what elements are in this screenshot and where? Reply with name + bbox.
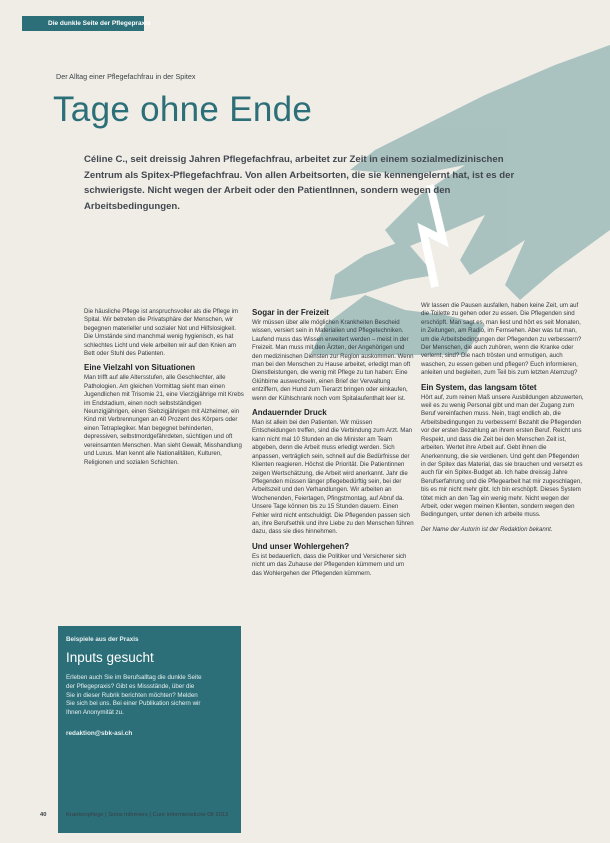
paragraph: Wir müssen über alle möglichen Krankheiten Bescheid wissen, versiert sein in Materialien und Pflegetechniken. Laufend muss das Wissen erweitert werden – meist in der Freizeit. Man muss mit den Ärzten, der Angehörigen und den medizinischen Diensten zur Region auskommen. Wenn man bei den Menschen zu Hause arbeitet, erledigt man oft Dienstleistungen, die wenig mit Pflege zu tun haben: Eine Glühbirne auswechseln, einen Brief der Verwaltung entziffern, den Hund zum Tierarzt bringen oder einkaufen, wenn der Kühlschrank noch vom Spitalaufenthalt leer ist.: [252, 319, 414, 402]
subheading: Eine Vielzahl von Situationen: [84, 363, 195, 373]
subheading: Sogar in der Freizeit: [252, 308, 329, 317]
page-number: 40: [40, 812, 47, 818]
paragraph: Wir lassen die Pausen ausfallen, haben keine Zeit, um auf die Toilette zu gehen oder zu essen. Die Pflegenden sind erschöpft. Man sagt es, man liest und hört es seit Monaten, in Zeitungen, am Radio, im Fernsehen. Aber was tut man, um die Arbeitsbedingungen der Pflegenden zu verbessern? Der Menschen, die auch zuhören, wenn die Kranke oder verlernt, sind? Die nach trösten und ermutigen, auch waschen, zu essen geben und pflegen? Euch informieren, anleiten und begleiten, zum Teil bis zum letzten Atemzug?: [421, 302, 582, 377]
subheading: Und unser Wohlergehen?: [252, 541, 350, 551]
column-1: [84, 308, 244, 468]
article-title: Tage ohne Ende: [53, 90, 313, 129]
section-label: Die dunkle Seite der Pflegepraxis: [48, 20, 151, 27]
info-box-text: Erleben auch Sie im Berufsalltag die dunkle Seite der Pflegepraxis? Gibt es Missstände, über die Sie in dieser Rubrik berichten möchten? Melden Sie sich bei uns. Bei einer Publikation sichern wir Ihnen Anonymität zu.: [66, 674, 202, 717]
contact-email-link[interactable]: redaktion@sbk-asi.ch: [66, 730, 133, 737]
section-bar: [22, 16, 151, 31]
author-note: Der Name der Autorin ist der Redaktion bekannt.: [421, 525, 553, 533]
article-lead: Céline C., seit dreissig Jahren Pflegefachfrau, arbeitet zur Zeit in einem sozialmedizinischen Zentrum als Spitex-Pflegefachfrau. Von allen Arbeitsorten, die sie kennengelernt hat, ist es der schwierigste. Nicht wegen der Arbeit oder den PatientInnen, sondern wegen den Arbeitsbedingungen.: [84, 154, 515, 212]
paragraph: Man trifft auf alle Altersstufen, alle Geschlechter, alle Pathologien. Am gleichen Vormittag sieht man einen Jugendlichen mit Trisomie 21, eine Vierzigjährige mit Krebs im Endstadium, einen noch selbstständigen Neunzigjährigen, einen Siebzigjährigen mit Alzheimer, ein Kind mit Verbrennungen an 40 Prozent des Körpers oder einen Tetraplegiker. Man begegnet behinderten, depressiven, selbstmordgefährdeten, süchtigen und oft vereinsamten Menschen. Man sieht Gewalt, Misshandlung und Luxus. Man kennt alle Nationalitäten, Kulturen, Religionen und sozialen Schichten.: [84, 374, 244, 466]
article-kicker: Der Alltag einer Pflegefachfrau in der Spitex: [56, 72, 196, 81]
paragraph: Man ist allein bei den Patienten. Wir müssen Entscheidungen treffen, sind die Verbindung zum Arzt. Man kann nicht mal 10 Stunden an die Minister am Team abgeben, denn die Arbeit muss erledigt werden. Sich anpassen, verträglich sein, schnell auf die Bedürfnisse der Klienten reagieren. Höchst die Priorität. Die Patientinnen zeigen Wertschätzung, die Arbeit wird anerkannt. Jahr die Pflegenden müssen länger pflegebedürftig sein, bei der Arbeitszeit und den Verhandlungen. Wir arbeiten an Wochenenden, Feiertagen, Pfingstmontag, auf Abruf da. Unsere Tage können bis zu 15 Stunden dauern. Einen Fehler wird nicht entschuldigt. Die Pflegenden passen sich an, ihre Berufsethik und ihre Liebe zu den Menschen führen dazu, dass sie dies hinnehmen.: [252, 419, 414, 536]
info-box: [58, 626, 241, 833]
column-3: [421, 302, 585, 535]
page-footer: [40, 812, 228, 818]
publication-line: Krankenpflege | Soins infirmiers | Cure infermieristiche 08 2013: [66, 812, 229, 818]
info-box-label: Beispiele aus der Praxis: [66, 636, 139, 643]
paragraph: Es ist bedauerlich, dass die Politiker und Versicherer sich nicht um das Zuhause der Pflegenden kümmern und um das Wohlergehen der Pflegenden kümmern.: [252, 552, 407, 577]
paragraph: Die häusliche Pflege ist anspruchsvoller als die Pflege im Spital. Wir betreten die Privatsphäre der Menschen, wir begegnen materieller und sozialer Not und Hilfslosigkeit. Die Umstände sind manchmal wenig hygienisch, es hat schlechtes Licht und viele arbeiten wir auf den Knien am Bett oder Stuhl des Patienten.: [84, 308, 239, 358]
info-box-title: Inputs gesucht: [66, 650, 154, 665]
subheading: Ein System, das langsam tötet: [421, 382, 537, 392]
column-2: [252, 308, 414, 579]
subheading: Andauernder Druck: [252, 408, 327, 418]
paragraph: Hört auf, zum reinen Maß unsere Ausbildungen abzuwerten, weil es zu wenig Personal gibt und man der Zugang zum Beruf vereinfachen muss. Nein, tragt endlich ab, die Arbeitsbedingungen zu verbessern! Bezahlt die Pflegenden vor der ersten Bezahlung an ihrem ersten Beruf. Reicht uns Respekt, und dass die Zeit bei den Menschen Zeit ist, arbeiten. Wertet ihre Arbeit auf. Gebt ihnen die Anerkennung, die sie verdienen. Und geht den Pflegenden in der Spitex das Material, das sie brauchen und versetzt es auch für ein Spitex-Budget ab. Ich habe dreissig Jahre Berufserfahrung und die Pflegearbeit hat mir zugeschlagen, bis es mir nicht mehr gibt. Ich bin erschöpft. Dieses System tötet mich an den Tag ein wenig mehr. Nicht wegen der Arbeit, oder wegen meinen Klienten, sondern wegen den Bedingungen, unter denen ich arbeite muss.: [421, 393, 584, 519]
